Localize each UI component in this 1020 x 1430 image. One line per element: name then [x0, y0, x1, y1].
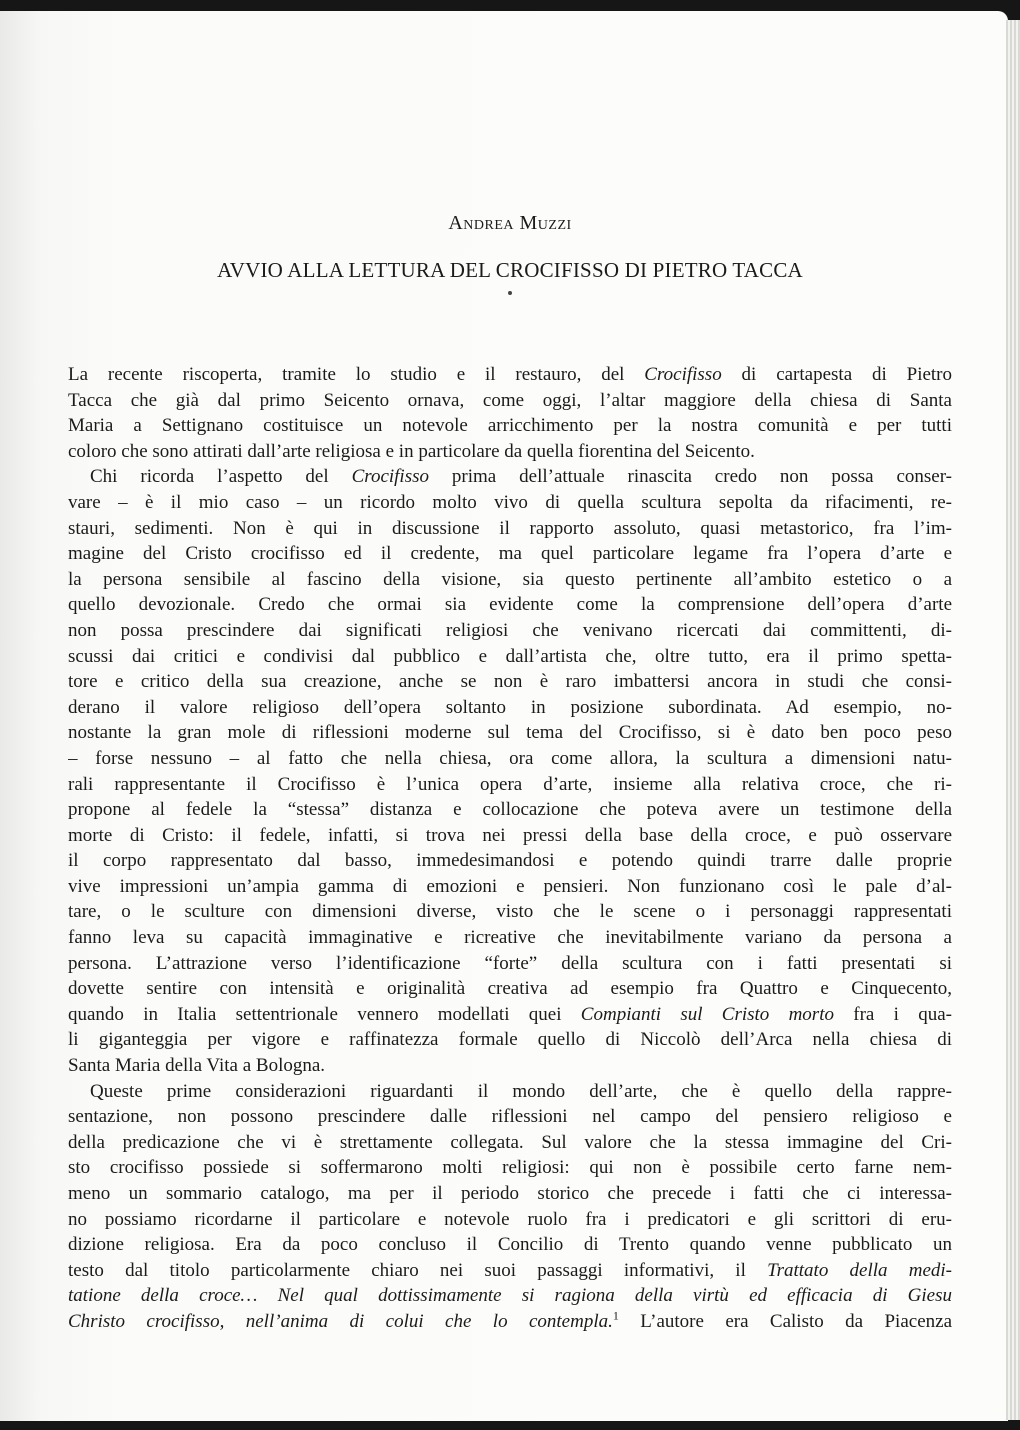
text-line [68, 618, 952, 644]
italic-text: tatione della croce… Nel qual dottissimamente si ragiona della virtù ed efficacia di Giesu [68, 1285, 952, 1307]
text: sentazione, non possono prescindere dalle riflessioni nel campo del pensiero religioso e [68, 1106, 952, 1128]
text: nostante la gran mole di riflessioni moderne sul tema del Crocifisso, si è dato ben poco peso [68, 722, 952, 744]
text: dovette sentire con intensità e originalità creativa ad esempio fra Quattro e Cinquecento, [68, 978, 952, 1000]
text: prima dell’attuale rinascita credo non possa conser- [429, 466, 952, 488]
text: L’autore era Calisto da Piacenza [618, 1310, 952, 1332]
text: scussi dai critici e condivisi dal pubblico e dall’artista che, oltre tutto, era il primo spetta- [68, 645, 952, 667]
text: la persona sensibile al fascino della visione, sia questo pertinente all’ambito estetico o a [68, 568, 952, 590]
text-line [68, 848, 952, 874]
text-line [68, 695, 952, 721]
text-line [68, 823, 952, 849]
text-line [68, 1283, 952, 1309]
text-line [68, 976, 952, 1002]
text: della predicazione che vi è strettamente collegata. Sul valore che la stessa immagine del Cri- [68, 1131, 952, 1153]
text: vare – è il mio caso – un ricordo molto vivo di quella scultura sepolta da rifacimenti, re- [68, 491, 952, 513]
text: fra i qua- [833, 1003, 952, 1025]
text-line [68, 1309, 952, 1335]
text-line [68, 644, 952, 670]
text: stauri, sedimenti. Non è qui in discussione il rapporto assoluto, quasi metastorico, fra l’im- [68, 517, 952, 539]
text-line [68, 899, 952, 925]
text: no possiamo ricordarne il particolare e notevole ruolo fra i predicatori e gli scrittori di eru- [68, 1208, 952, 1230]
italic-text: Trattato della medi- [767, 1259, 952, 1281]
text-line [68, 592, 952, 618]
italic-text: Crocifisso [644, 364, 722, 385]
text: La recente riscoperta, tramite lo studio e il restauro, del [68, 364, 645, 385]
text-line [68, 874, 952, 900]
text-line [68, 1181, 952, 1207]
text-line [68, 1002, 952, 1028]
paragraph [68, 464, 952, 1078]
italic-text: Christo crocifisso, nell’anima di colui che lo contempla. [68, 1310, 613, 1332]
text-line [68, 464, 952, 490]
text: il corpo rappresentato dal basso, immedesimandosi e potendo quindi trarre dalle proprie [68, 850, 952, 872]
text-line [68, 388, 952, 414]
text: persona. L’attrazione verso l’identificazione “forte” della scultura con i fatti presentati si [68, 952, 952, 974]
text: Maria a Settignano costituisce un notevole arricchimento per la nostra comunità e per tutti [68, 415, 952, 437]
text-line [68, 1104, 952, 1130]
text-line [68, 797, 952, 823]
author-name: Andrea Muzzi [448, 212, 572, 234]
text: Santa Maria della Vita a Bologna. [68, 1055, 326, 1077]
text-line [68, 1053, 952, 1079]
text: di cartapesta di Pietro [721, 364, 952, 385]
text-line [68, 669, 952, 695]
text-line [68, 1155, 952, 1181]
text: tore e critico della sua creazione, anche se non è raro imbattersi ancora in studi che consi- [68, 671, 952, 693]
text: fanno leva su capacità immaginative e ricreative che inevitabilmente variano da persona a [68, 927, 952, 949]
text-line [68, 1130, 952, 1156]
footnote-ref: 1 [612, 1308, 619, 1323]
paragraph [68, 1079, 952, 1335]
text: Chi ricorda l’aspetto del [90, 466, 352, 488]
text-line [68, 720, 952, 746]
text: morte di Cristo: il fedele, infatti, si trova nei pressi della base della croce, e può osservare [68, 824, 952, 846]
text: Tacca che già dal primo Seicento ornava, come oggi, l’altar maggiore della chiesa di Santa [68, 389, 952, 411]
text: propone al fedele la “stessa” distanza e collocazione che poteva avere un testimone della [68, 799, 952, 821]
text-line [68, 1207, 952, 1233]
text: quando in Italia settentrionale vennero modellati quei [68, 1003, 581, 1025]
text-line [68, 772, 952, 798]
text-line [68, 1232, 952, 1258]
text: meno un sommario catalogo, ma per il periodo storico che precede i fatti che ci interessa- [68, 1183, 952, 1204]
text: sto crocifisso possiede si soffermarono molti religiosi: qui non è possibile certo farne nem- [68, 1157, 952, 1179]
text-line [68, 1027, 952, 1053]
text: coloro che sono attirati dall’arte religiosa e in particolare da quella fiorentina del Seicento. [68, 440, 755, 462]
text: tare, o le sculture con dimensioni diverse, visto che le scene o i personaggi rappresentati [68, 901, 952, 923]
text-line [68, 490, 952, 516]
text-line [68, 1258, 952, 1284]
text-line [68, 413, 952, 439]
text-line [68, 439, 952, 465]
text: – forse nessuno – al fatto che nella chiesa, ora come allora, la scultura a dimensioni natu- [68, 747, 952, 769]
text: dizione religiosa. Era da poco concluso il Concilio di Trento quando venne pubblicato un [68, 1234, 952, 1256]
article-body [68, 362, 952, 1335]
scan-speck [508, 291, 512, 295]
text-line [68, 1079, 952, 1105]
text: non possa prescindere dai significati religiosi che venivano ricercati dai committenti, di- [68, 619, 952, 641]
text-line [68, 516, 952, 542]
text: rali rappresentante il Crocifisso è l’unica opera d’arte, insieme alla relativa croce, che ri- [68, 773, 952, 795]
text: testo dal titolo particolarmente chiaro nei suoi passaggi informativi, il [68, 1259, 768, 1281]
italic-text: Crocifisso [351, 466, 429, 488]
italic-text: Compianti sul Cristo morto [580, 1003, 834, 1025]
text: quello devozionale. Credo che ormai sia evidente come la comprensione dell’opera d’arte [68, 594, 952, 616]
text: li giganteggia per vigore e raffinatezza formale quello di Niccolò dell’Arca nella chiesa di [68, 1029, 952, 1051]
text: vive impressioni un’ampia gamma di emozioni e pensieri. Non funzionano così le pale d’al- [68, 875, 952, 897]
text: magine del Cristo crocifisso ed il credente, ma quel particolare legame fra l’opera d’arte e [68, 543, 952, 565]
text: derano il valore religioso dell’opera soltanto in posizione subordinata. Ad esempio, no- [68, 696, 952, 718]
text-line [68, 567, 952, 593]
article-title: AVVIO ALLA LETTURA DEL CROCIFISSO DI PIETRO TACCA [217, 258, 803, 282]
text-line [68, 951, 952, 977]
text-line [68, 925, 952, 951]
text: Queste prime considerazioni riguardanti il mondo dell’arte, che è quello della rappre- [90, 1080, 952, 1102]
text-line [68, 362, 952, 388]
text-line [68, 746, 952, 772]
text-line [68, 541, 952, 567]
paragraph [68, 362, 952, 464]
